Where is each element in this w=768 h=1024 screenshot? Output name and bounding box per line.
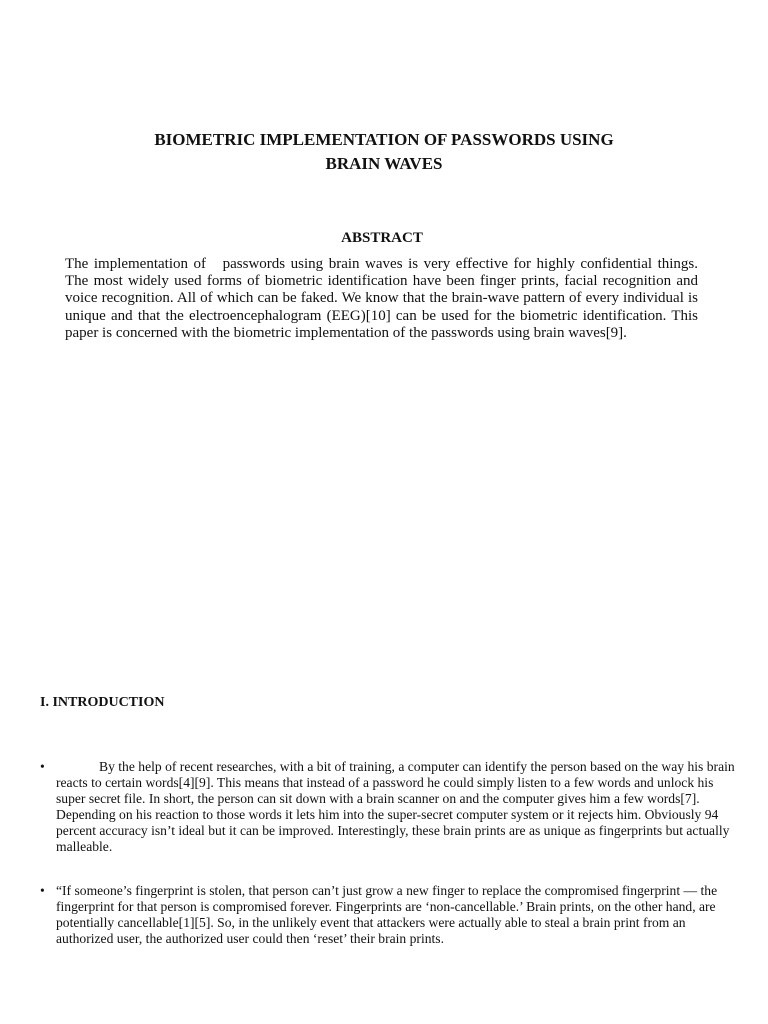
introduction-bullet-2	[40, 883, 745, 947]
introduction-bullet-1	[40, 759, 745, 854]
abstract-body: The implementation of passwords using brain waves is very effective for highly confidential things. The most widely used forms of biometric identification have been finger prints, facial recognition and voice recognition. All of which can be faked. We know that the brain-wave pattern of every individual is unique and that the electroencephalogram (EEG)[10] can be used for the biometric identification. This paper is concerned with the biometric implementation of the passwords using brain waves[9].	[65, 256, 702, 341]
paper-title-line-1: BIOMETRIC IMPLEMENTATION OF PASSWORDS USING	[154, 130, 614, 149]
introduction-heading: I. INTRODUCTION	[40, 695, 165, 710]
paper-title-line-2: BRAIN WAVES	[325, 154, 443, 173]
bullet-text-2: “If someone’s fingerprint is stolen, that person can’t just grow a new finger to replace the compromised fingerprint — the fingerprint for that person is compromised forever. Fingerprints are ‘non-cancellable.’ Brain prints, on the other hand, are potentially cancellable[1][5]. So, in the unlikely event that attackers were actually able to steal a brain print from an authorized user, the authorized user could then ‘reset’ their brain prints.	[56, 883, 718, 946]
abstract-heading: ABSTRACT	[341, 230, 423, 246]
bullet-marker: •	[40, 883, 45, 898]
paper-title	[0, 128, 768, 176]
bullet-marker: •	[40, 759, 45, 774]
bullet-text-1: By the help of recent researches, with a bit of training, a computer can identify the person based on the way his brain reacts to certain words[4][9]. This means that instead of a password he could simply listen to a few words and unlock his super secret file. In short, the person can sit down with a brain scanner on and the computer gives him a few words[7]. Depending on his reaction to those words it lets him into the super-secret computer system or it rejects him. Obviously 94 percent accuracy isn’t ideal but it can be improved. Interestingly, these brain prints are as unique as fingerprints but actually malleable.	[56, 759, 735, 854]
